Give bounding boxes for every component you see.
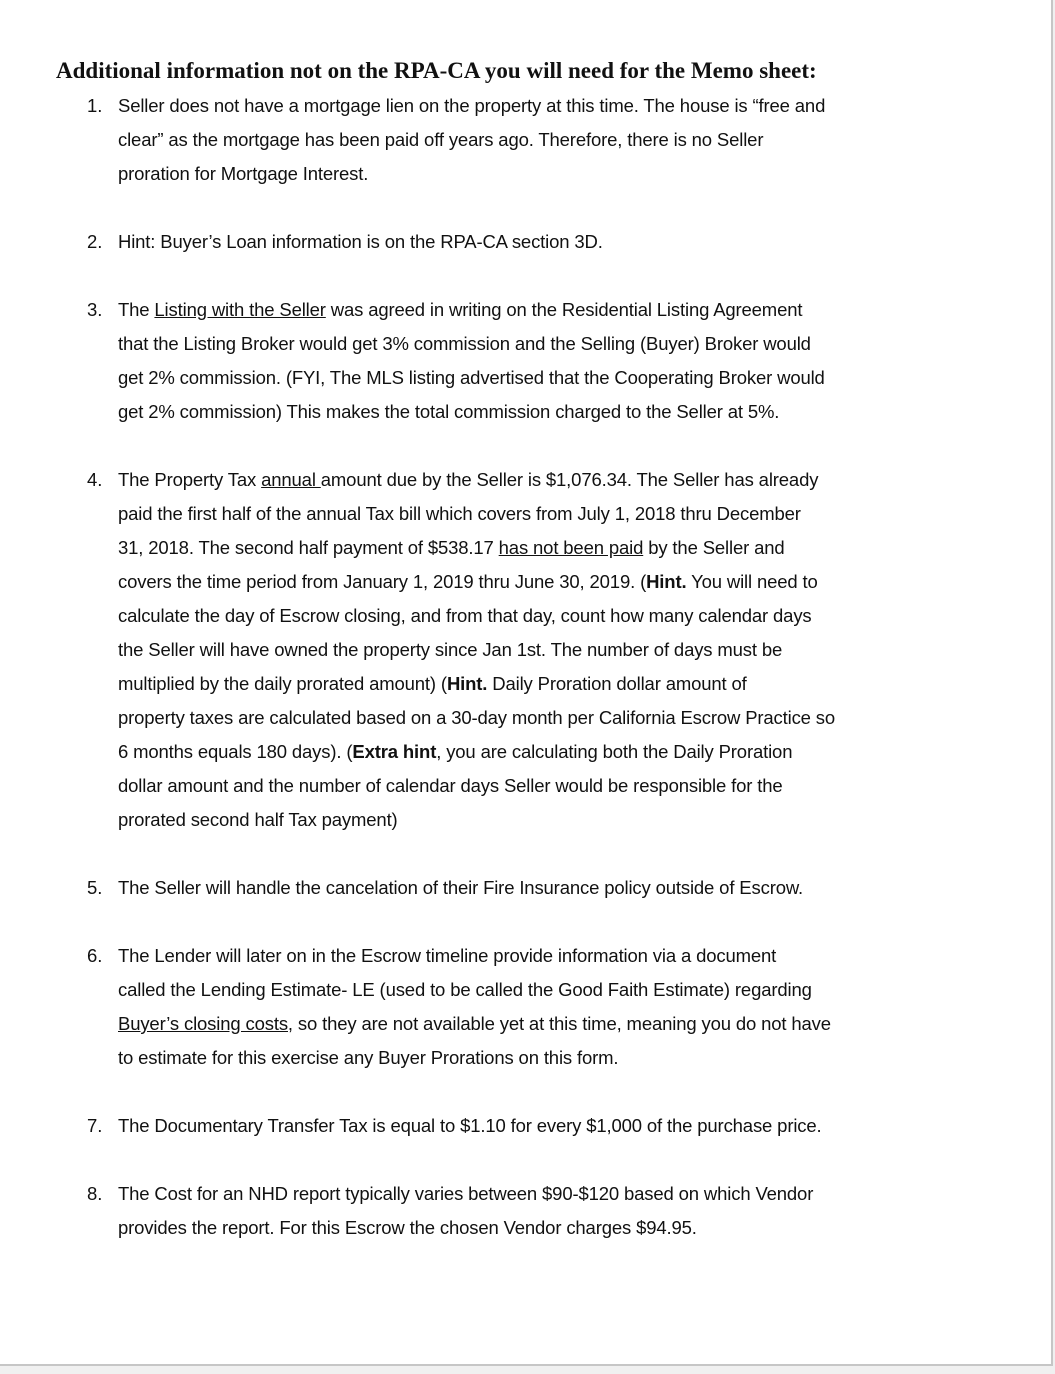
underlined-text: Listing with the Seller [154, 299, 326, 320]
text-line [118, 1211, 1051, 1245]
text-segment: clear” as the mortgage has been paid off years ago. Therefore, there is no Seller [118, 129, 764, 150]
text-segment: The Lender will later on in the Escrow timeline provide information via a document [118, 945, 777, 966]
text-line [118, 871, 1051, 905]
underlined-text: Buyer’s closing costs, [118, 1013, 293, 1034]
list-item-number: 7. [87, 1115, 103, 1136]
text-line [118, 497, 1051, 531]
underlined-text: annual [261, 469, 321, 490]
text-segment: proration for Mortgage Interest. [118, 163, 369, 184]
list-item [0, 463, 1051, 837]
text-line [118, 225, 1051, 259]
text-segment: The Documentary Transfer Tax is equal to $1.10 for every $1,000 of the purchase price. [118, 1115, 822, 1136]
text-segment: called the Lending Estimate- LE (used to be called the Good Faith Estimate) regarding [118, 979, 812, 1000]
bold-text: Hint. [646, 571, 687, 592]
list-item-number: 4. [87, 469, 103, 490]
underlined-text: has not been paid [498, 537, 644, 558]
text-segment: to estimate for this exercise any Buyer Prorations on this form. [118, 1047, 619, 1068]
list-item-number: 3. [87, 299, 103, 320]
text-segment: Hint: Buyer’s Loan information is on the RPA-CA section 3D. [118, 231, 603, 252]
list-item-number: 8. [87, 1183, 103, 1204]
text-line [118, 667, 1051, 701]
text-segment: The Property Tax [118, 469, 262, 490]
text-segment: get 2% commission) This makes the total commission charged to the Seller at 5%. [118, 401, 780, 422]
text-segment: multiplied by the daily prorated amount) ( [118, 673, 447, 694]
text-segment: The Seller will handle the cancelation of their Fire Insurance policy outside of Escrow. [118, 877, 804, 898]
text-line [118, 769, 1051, 803]
text-segment: property taxes are calculated based on a 30-day month per California Escrow Practice so [118, 707, 836, 728]
text-segment: dollar amount and the number of calendar days Seller would be responsible for the [118, 775, 783, 796]
text-line [118, 565, 1051, 599]
list-item [0, 939, 1051, 1075]
text-segment: get 2% commission. (FYI, The MLS listing advertised that the Cooperating Broker would [118, 367, 825, 388]
text-line [118, 803, 1051, 837]
list-item [0, 1177, 1051, 1245]
text-segment: calculate the day of Escrow closing, and from that day, count how many calendar days [118, 605, 812, 626]
text-segment: so they are not available yet at this time, meaning you do not have [292, 1013, 831, 1034]
text-line [118, 599, 1051, 633]
text-line [118, 531, 1051, 565]
text-segment: was agreed in writing on the Residential Listing Agreement [325, 299, 803, 320]
list-item-number: 5. [87, 877, 103, 898]
text-segment: prorated second half Tax payment) [118, 809, 398, 830]
text-segment: , you are calculating both the Daily Proration [436, 741, 793, 762]
list-item-number: 6. [87, 945, 103, 966]
text-line [118, 89, 1051, 123]
text-line [118, 327, 1051, 361]
text-line [118, 939, 1051, 973]
text-segment: paid the first half of the annual Tax bill which covers from July 1, 2018 thru December [118, 503, 801, 524]
list-item [0, 89, 1051, 191]
text-line [118, 395, 1051, 429]
text-line [118, 293, 1051, 327]
text-segment: amount due by the Seller is $1,076.34. The Seller has already [320, 469, 819, 490]
text-segment: Daily Proration dollar amount of [487, 673, 747, 694]
bold-text: Hint. [446, 673, 488, 694]
list-item [0, 225, 1051, 259]
text-segment: provides the report. For this Escrow the chosen Vendor charges $94.95. [118, 1217, 697, 1238]
text-line [118, 633, 1051, 667]
list-item [0, 871, 1051, 905]
text-line [118, 463, 1051, 497]
numbered-list [0, 89, 1051, 1279]
text-segment: covers the time period from January 1, 2019 thru June 30, 2019. ( [118, 571, 647, 592]
text-line [118, 1041, 1051, 1075]
text-segment: the Seller will have owned the property since Jan 1st. The number of days must be [118, 639, 783, 660]
text-line [118, 973, 1051, 1007]
text-segment: You will need to [686, 571, 818, 592]
list-item [0, 1109, 1051, 1143]
text-line [118, 361, 1051, 395]
list-item [0, 293, 1051, 429]
document-heading: Additional information not on the RPA-CA you will need for the Memo sheet: [56, 58, 817, 83]
list-item-number: 2. [87, 231, 103, 252]
text-line [118, 1109, 1051, 1143]
text-line [118, 123, 1051, 157]
bold-text: Extra hint [352, 741, 437, 762]
text-line [118, 157, 1051, 191]
text-line [118, 735, 1051, 769]
text-segment: 6 months equals 180 days). ( [118, 741, 353, 762]
list-item-number: 1. [87, 95, 103, 116]
text-segment: The Cost for an NHD report typically varies between $90-$120 based on which Vendor [118, 1183, 814, 1204]
text-line [118, 1177, 1051, 1211]
text-segment: that the Listing Broker would get 3% commission and the Selling (Buyer) Broker would [118, 333, 811, 354]
text-line [118, 701, 1051, 735]
text-segment: 31, 2018. The second half payment of $538.17 [118, 537, 499, 558]
text-line [118, 1007, 1051, 1041]
text-segment: The [118, 299, 155, 320]
text-segment: Seller does not have a mortgage lien on the property at this time. The house is “free and [118, 95, 826, 116]
text-segment: by the Seller and [643, 537, 785, 558]
